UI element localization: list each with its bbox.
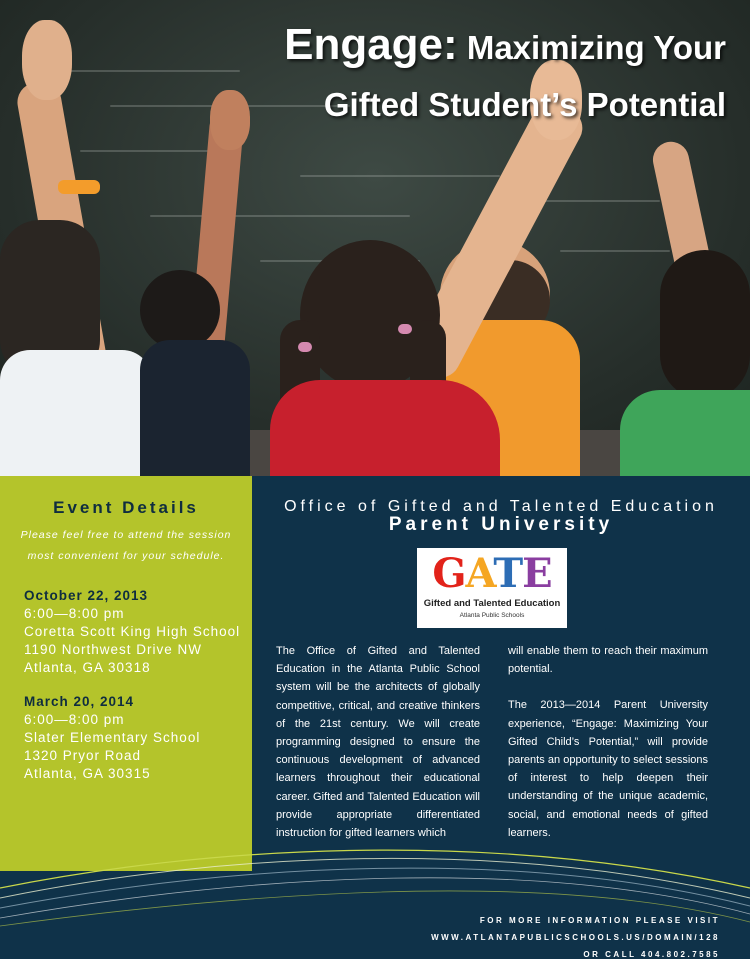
event-details-heading: Event Details: [53, 498, 199, 517]
session-venue: Coretta Scott King High School: [24, 624, 241, 639]
gate-logo: [417, 548, 567, 628]
event-details-subtitle: Please feel free to attend the session most convenient for your schedule.: [20, 529, 232, 562]
program-name: Parent University: [388, 514, 614, 535]
contact-website: WWW.ATLANTAPUBLICSCHOOLS.US/DOMAIN/128: [431, 933, 720, 942]
session-date: March 20, 2014: [24, 694, 135, 709]
session-city: Atlanta, GA 30318: [24, 660, 151, 675]
body-paragraph: The 2013—2014 Parent University experience, “Engage: Maximizing Your Gifted Child’s Potential,” will provide parents an opportunity to select sessions of interest to help deepen their understanding of the unique academic, social, and emotional needs of gifted learners.: [508, 699, 708, 839]
body-paragraph: will enable them to reach their maximum potential.: [508, 645, 708, 676]
student-green: [600, 110, 750, 476]
session-venue: Slater Elementary School: [24, 730, 201, 745]
session-time: 6:00—8:00 pm: [24, 606, 125, 621]
page-title: Engage: Maximizing Your: [284, 20, 726, 69]
session-city: Atlanta, GA 30315: [24, 766, 151, 781]
body-paragraph: The Office of Gifted and Talented Education in the Atlanta Public School system will be the architects of globally competitive, critical, and creative thinkers of the 21st century. We will create programming designed to ensure the continuous development of advanced learners throughout their educational career. Gifted and Talented Education will provide appropriate differentiated instruction for gifted learners which: [276, 645, 480, 840]
gate-logo-letters: GATE: [432, 550, 552, 597]
hero-photo: [0, 0, 750, 476]
session-date: October 22, 2013: [24, 588, 149, 603]
body-column-left: [276, 642, 480, 842]
student-back-left: [140, 90, 260, 476]
page-title-line2: Gifted Student’s Potential: [323, 86, 726, 123]
session-time: 6:00—8:00 pm: [24, 712, 125, 727]
office-name: Office of Gifted and Talented Education: [284, 498, 718, 515]
contact-info: [360, 912, 720, 963]
gate-logo-district: Atlanta Public Schools: [459, 612, 525, 619]
session-1: [24, 587, 252, 677]
student-left: [0, 0, 160, 476]
contact-phone: OR CALL 404.802.7585: [583, 950, 720, 959]
body-column-right: [508, 642, 708, 842]
session-2: [24, 693, 252, 783]
contact-line: FOR MORE INFORMATION PLEASE VISIT: [479, 916, 720, 925]
gate-logo-name: Gifted and Talented Education: [423, 598, 561, 609]
session-street: 1320 Pryor Road: [24, 748, 142, 763]
session-street: 1190 Northwest Drive NW: [24, 642, 203, 657]
